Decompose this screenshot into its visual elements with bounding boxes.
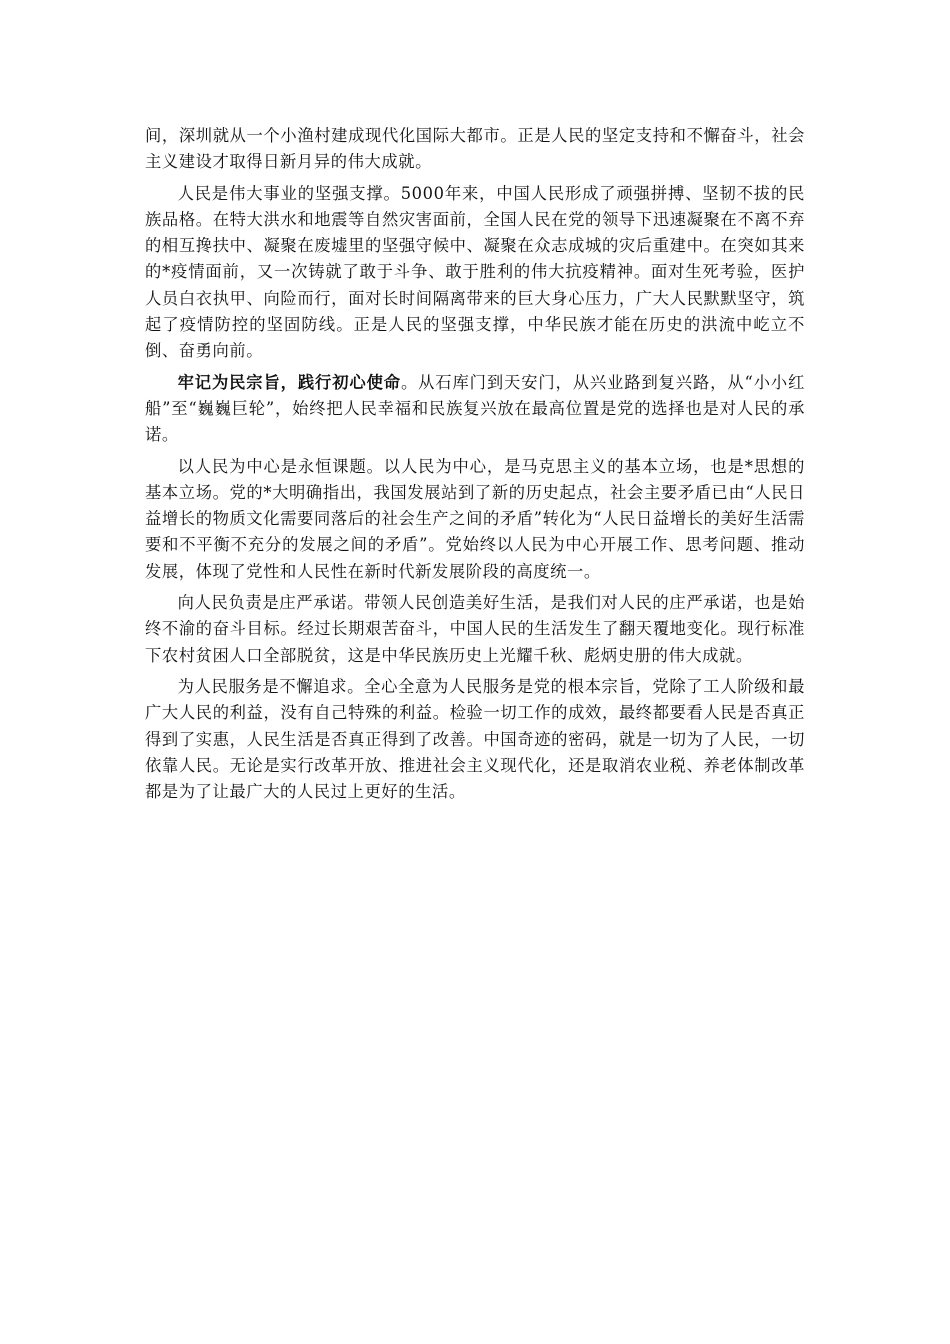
paragraph-5 — [145, 590, 805, 669]
paragraph-3-bold-heading: 牢记为民宗旨，践行初心使命 — [177, 372, 401, 392]
paragraph-4-text: 以人民为中心是永恒课题。以人民为中心，是马克思主义的基本立场，也是*思想的基本立场。党的*大明确指出，我国发展站到了新的历史起点，社会主要矛盾已由“人民日益增长的物质文化需要同落后的社会生产之间的矛盾”转化为“人民日益增长的美好生活需要和不平衡不充分的发展之间的矛盾”。党始终以人民为中心开展工作、思考问题、推动发展，体现了党性和人民性在新时代新发展阶段的高度统一。 — [145, 456, 805, 581]
paragraph-2-text: 人民是伟大事业的坚强支撑。5000年来，中国人民形成了顽强拼搏、坚韧不拔的民族品格。在特大洪水和地震等自然灾害面前，全国人民在党的领导下迅速凝聚在不离不弃的相互搀扶中、凝聚在废墟里的坚强守候中、凝聚在众志成城的灾后重建中。在突如其来的*疫情面前，又一次铸就了敢于斗争、敢于胜利的伟大抗疫精神。面对生死考验，医护人员白衣执甲、向险而行，面对长时间隔离带来的巨大身心压力，广大人民默默坚守，筑起了疫情防控的坚固防线。正是人民的坚强支撑，中华民族才能在历史的洪流中屹立不倒、奋勇向前。 — [145, 183, 805, 361]
paragraph-4 — [145, 454, 805, 585]
paragraph-6 — [145, 674, 805, 805]
paragraph-3-text: 。从石库门到天安门，从兴业路到复兴路，从“小小红船”至“巍巍巨轮”，始终把人民幸福和民族复兴放在最高位置是党的选择也是对人民的承诺。 — [145, 372, 805, 445]
paragraph-3 — [145, 370, 805, 449]
document-body — [145, 123, 805, 810]
paragraph-1-text: 间，深圳就从一个小渔村建成现代化国际大都市。正是人民的坚定支持和不懈奋斗，社会主义建设才取得日新月异的伟大成就。 — [145, 126, 805, 172]
paragraph-2 — [145, 181, 805, 365]
paragraph-6-text: 为人民服务是不懈追求。全心全意为人民服务是党的根本宗旨，党除了工人阶级和最广大人民的利益，没有自己特殊的利益。检验一切工作的成效，最终都要看人民是否真正得到了实惠，人民生活是否真正得到了改善。中国奇迹的密码，就是一切为了人民，一切依靠人民。无论是实行改革开放、推进社会主义现代化，还是取消农业税、养老体制改革都是为了让最广大的人民过上更好的生活。 — [145, 676, 805, 802]
paragraph-5-text: 向人民负责是庄严承诺。带领人民创造美好生活，是我们对人民的庄严承诺，也是始终不渝的奋斗目标。经过长期艰苦奋斗，中国人民的生活发生了翻天覆地变化。现行标准下农村贫困人口全部脱贫，这是中华民族历史上光耀千秋、彪炳史册的伟大成就。 — [145, 593, 805, 665]
paragraph-1 — [145, 123, 805, 176]
